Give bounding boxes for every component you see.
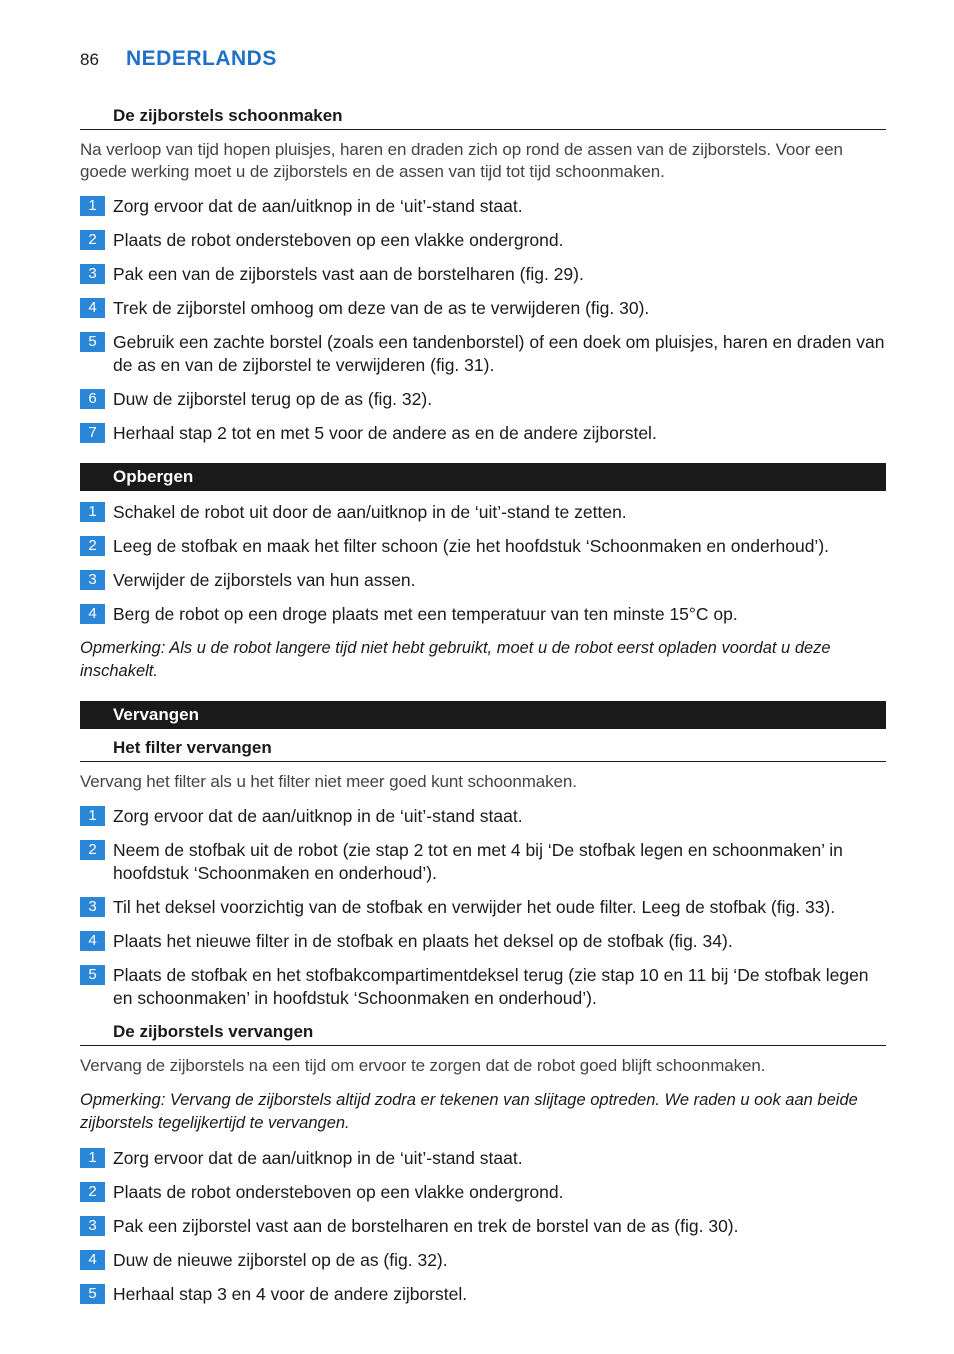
step-number-badge: 2 <box>80 230 105 250</box>
step-number-badge: 3 <box>80 570 105 590</box>
step-number-badge: 4 <box>80 298 105 318</box>
step-item <box>80 388 886 411</box>
step-item <box>80 896 886 919</box>
step-item <box>80 535 886 558</box>
page-number: 86 <box>80 50 99 69</box>
step-text: Plaats de robot ondersteboven op een vlakke ondergrond. <box>113 1182 564 1202</box>
section-heading-side-brushes: De zijborstels vervangen <box>80 1021 886 1046</box>
cleaning-brushes-intro: Na verloop van tijd hopen pluisjes, haren en draden zich op rond de assen van de zijborstels. Voor een goede werking moet u de zijborstels en de assen van tijd tot tijd schoonmaken. <box>80 140 843 181</box>
step-text: Herhaal stap 2 tot en met 5 voor de andere as en de andere zijborstel. <box>113 423 657 443</box>
step-item <box>80 229 886 252</box>
step-text: Pak een van de zijborstels vast aan de borstelharen (fig. 29). <box>113 264 584 284</box>
step-text: Plaats het nieuwe filter in de stofbak en plaats het deksel op de stofbak (fig. 34). <box>113 931 733 951</box>
step-item <box>80 422 886 445</box>
step-text: Til het deksel voorzichtig van de stofbak en verwijder het oude filter. Leeg de stofbak (fig. 33). <box>113 897 836 917</box>
storage-note: Opmerking: Als u de robot langere tijd niet hebt gebruikt, moet u de robot eerst opladen voordat u deze inschakelt. <box>80 639 831 680</box>
step-text: Zorg ervoor dat de aan/uitknop in de ‘uit’-stand staat. <box>113 196 523 216</box>
step-number-badge: 5 <box>80 332 105 352</box>
step-item <box>80 1283 886 1306</box>
step-text: Gebruik een zachte borstel (zoals een tandenborstel) of een doek om pluisjes, haren en draden van de as en van de zijborstel te verwijderen (fig. 31). <box>113 332 885 375</box>
step-item <box>80 1215 886 1238</box>
step-number-badge: 3 <box>80 897 105 917</box>
step-number-badge: 2 <box>80 1182 105 1202</box>
storage-steps <box>80 501 886 626</box>
side-brushes-intro: Vervang de zijborstels na een tijd om ervoor te zorgen dat de robot goed blijft schoonmaken. <box>80 1056 766 1075</box>
filter-steps <box>80 805 886 1010</box>
step-text: Pak een zijborstel vast aan de borstelharen en trek de borstel van de as (fig. 30). <box>113 1216 739 1236</box>
language-heading: NEDERLANDS <box>126 47 277 70</box>
step-text: Duw de zijborstel terug op de as (fig. 32). <box>113 389 433 409</box>
step-item <box>80 930 886 953</box>
step-text: Plaats de robot ondersteboven op een vlakke ondergrond. <box>113 230 564 250</box>
side-brushes-steps <box>80 1147 886 1306</box>
section-heading-filter: Het filter vervangen <box>80 737 886 762</box>
step-number-badge: 5 <box>80 965 105 985</box>
step-text: Zorg ervoor dat de aan/uitknop in de ‘uit’-stand staat. <box>113 1148 523 1168</box>
step-item <box>80 603 886 626</box>
step-text: Trek de zijborstel omhoog om deze van de as te verwijderen (fig. 30). <box>113 298 650 318</box>
step-text: Herhaal stap 3 en 4 voor de andere zijborstel. <box>113 1284 468 1304</box>
step-item <box>80 263 886 286</box>
step-item <box>80 195 886 218</box>
step-number-badge: 4 <box>80 1250 105 1270</box>
cleaning-brushes-steps <box>80 195 886 445</box>
step-number-badge: 3 <box>80 1216 105 1236</box>
step-number-badge: 7 <box>80 423 105 443</box>
side-brushes-note: Opmerking: Vervang de zijborstels altijd zodra er tekenen van slijtage optreden. We raden u ook aan beide zijborstels tegelijkertijd te vervangen. <box>80 1091 858 1132</box>
step-number-badge: 4 <box>80 604 105 624</box>
step-text: Leeg de stofbak en maak het filter schoon (zie het hoofdstuk ‘Schoonmaken en onderhoud’). <box>113 536 830 556</box>
step-item <box>80 1249 886 1272</box>
page-content <box>80 105 886 1317</box>
step-item <box>80 297 886 320</box>
step-item <box>80 1181 886 1204</box>
step-item <box>80 569 886 592</box>
step-item <box>80 1147 886 1170</box>
step-text: Zorg ervoor dat de aan/uitknop in de ‘uit’-stand staat. <box>113 806 523 826</box>
step-number-badge: 1 <box>80 196 105 216</box>
step-item <box>80 501 886 524</box>
step-number-badge: 1 <box>80 502 105 522</box>
step-text: Plaats de stofbak en het stofbakcompartimentdeksel terug (zie stap 10 en 11 bij ‘De stofbak legen en schoonmaken’ in hoofdstuk ‘Schoonmaken en onderhoud’). <box>113 965 869 1008</box>
section-bar-replacement: Vervangen <box>80 701 886 729</box>
step-number-badge: 2 <box>80 536 105 556</box>
step-number-badge: 1 <box>80 806 105 826</box>
step-number-badge: 5 <box>80 1284 105 1304</box>
step-text: Schakel de robot uit door de aan/uitknop in de ‘uit’-stand te zetten. <box>113 502 627 522</box>
step-number-badge: 1 <box>80 1148 105 1168</box>
step-item <box>80 964 886 1010</box>
step-text: Verwijder de zijborstels van hun assen. <box>113 570 416 590</box>
step-number-badge: 2 <box>80 840 105 860</box>
step-text: Berg de robot op een droge plaats met een temperatuur van ten minste 15°C op. <box>113 604 738 624</box>
step-text: Duw de nieuwe zijborstel op de as (fig. 32). <box>113 1250 448 1270</box>
section-bar-storage: Opbergen <box>80 463 886 491</box>
step-number-badge: 4 <box>80 931 105 951</box>
step-item <box>80 805 886 828</box>
step-item <box>80 331 886 377</box>
step-text: Neem de stofbak uit de robot (zie stap 2 tot en met 4 bij ‘De stofbak legen en schoonmaken’ in hoofdstuk ‘Schoonmaken en onderhoud’). <box>113 840 843 883</box>
filter-intro: Vervang het filter als u het filter niet meer goed kunt schoonmaken. <box>80 772 577 791</box>
step-number-badge: 6 <box>80 389 105 409</box>
section-heading-cleaning-brushes: De zijborstels schoonmaken <box>80 105 886 130</box>
step-item <box>80 839 886 885</box>
step-number-badge: 3 <box>80 264 105 284</box>
